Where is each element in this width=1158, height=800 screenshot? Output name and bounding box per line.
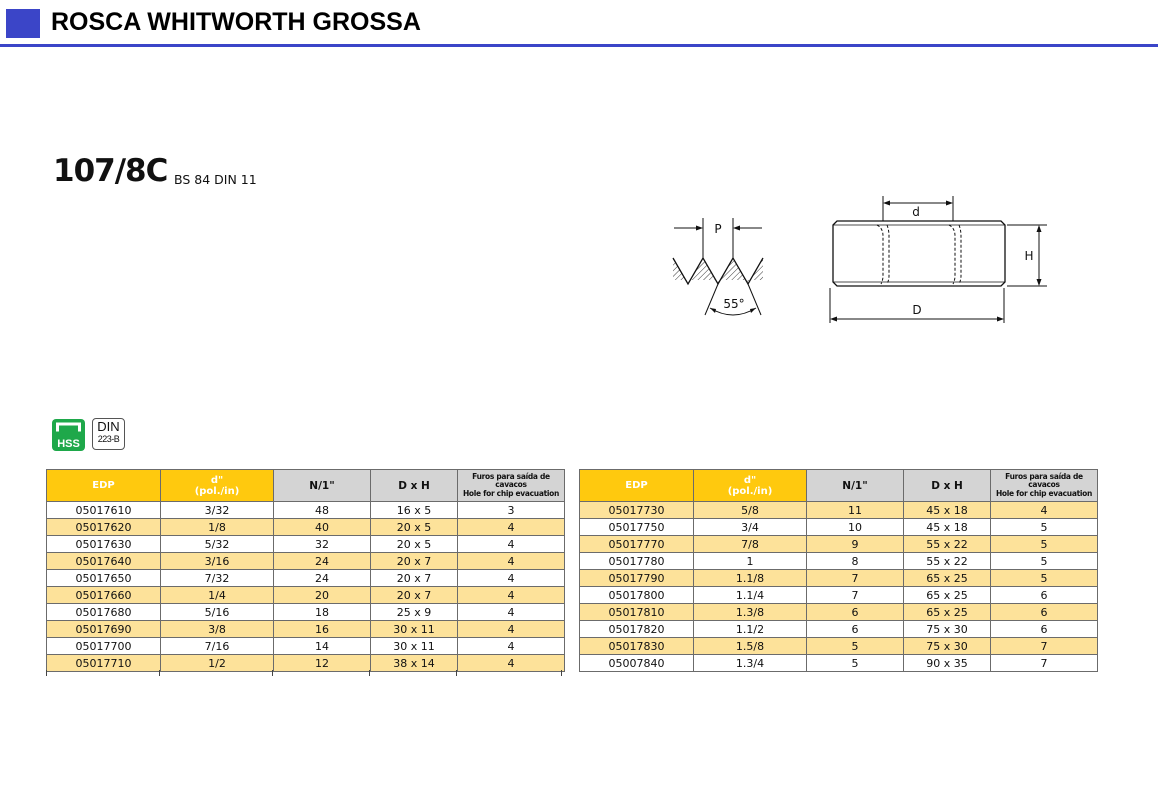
cell-d: 1/8 <box>161 519 274 536</box>
cell-holes: 4 <box>458 587 565 604</box>
cell-edp: 05017780 <box>580 553 694 570</box>
cell-holes: 6 <box>991 621 1098 638</box>
col-header-holes: Furos para saída de cavacos Hole for chip evacuation <box>991 470 1098 502</box>
cell-d: 1.5/8 <box>694 638 807 655</box>
table-row <box>47 553 565 570</box>
cell-holes: 6 <box>991 587 1098 604</box>
cell-edp: 05017630 <box>47 536 161 553</box>
cell-n: 32 <box>274 536 371 553</box>
cell-dxh: 75 x 30 <box>904 621 991 638</box>
table-row <box>580 536 1098 553</box>
table-row <box>47 604 565 621</box>
cell-n: 40 <box>274 519 371 536</box>
cell-edp: 05017820 <box>580 621 694 638</box>
cell-edp: 05017710 <box>47 655 161 672</box>
table-row <box>580 604 1098 621</box>
din-norm-badge <box>92 418 125 450</box>
cell-d: 3/8 <box>161 621 274 638</box>
cell-dxh: 75 x 30 <box>904 638 991 655</box>
cell-d: 3/16 <box>161 553 274 570</box>
cell-n: 6 <box>807 621 904 638</box>
cell-holes: 7 <box>991 655 1098 672</box>
col-header-edp: EDP <box>47 470 161 502</box>
cell-d: 3/4 <box>694 519 807 536</box>
cell-d: 3/32 <box>161 502 274 519</box>
cell-edp: 05007840 <box>580 655 694 672</box>
table-row <box>47 502 565 519</box>
cell-holes: 4 <box>458 519 565 536</box>
col-header-holes: Furos para saída de cavacos Hole for chip evacuation <box>458 470 565 502</box>
cell-n: 18 <box>274 604 371 621</box>
col-header-edp: EDP <box>580 470 694 502</box>
table-row <box>47 655 565 672</box>
hss-label: HSS <box>57 438 80 450</box>
cell-dxh: 20 x 5 <box>371 536 458 553</box>
cell-dxh: 65 x 25 <box>904 604 991 621</box>
cell-edp: 05017680 <box>47 604 161 621</box>
cell-edp: 05017770 <box>580 536 694 553</box>
cell-holes: 3 <box>458 502 565 519</box>
table-row <box>47 519 565 536</box>
col-header-dxh: D x H <box>904 470 991 502</box>
cell-d: 5/16 <box>161 604 274 621</box>
cell-holes: 5 <box>991 536 1098 553</box>
height-label: H <box>1024 249 1034 263</box>
table-row <box>580 621 1098 638</box>
cell-dxh: 45 x 18 <box>904 502 991 519</box>
col-header-n: N/1" <box>807 470 904 502</box>
table-row <box>580 570 1098 587</box>
cell-holes: 4 <box>458 621 565 638</box>
cell-d: 5/32 <box>161 536 274 553</box>
cell-edp: 05017790 <box>580 570 694 587</box>
col-header-d: d" (pol./in) <box>694 470 807 502</box>
cell-n: 12 <box>274 655 371 672</box>
din-label: DIN <box>97 419 120 434</box>
cell-edp: 05017700 <box>47 638 161 655</box>
cell-d: 5/8 <box>694 502 807 519</box>
cell-edp: 05017800 <box>580 587 694 604</box>
cell-dxh: 20 x 5 <box>371 519 458 536</box>
title-divider <box>0 44 1158 47</box>
cell-holes: 4 <box>458 604 565 621</box>
cell-n: 10 <box>807 519 904 536</box>
cell-edp: 05017730 <box>580 502 694 519</box>
cell-holes: 4 <box>991 502 1098 519</box>
cell-dxh: 55 x 22 <box>904 536 991 553</box>
table-row <box>47 570 565 587</box>
cell-edp: 05017610 <box>47 502 161 519</box>
cell-d: 1/4 <box>161 587 274 604</box>
page-header <box>0 0 1158 48</box>
table-row <box>580 502 1098 519</box>
cell-holes: 4 <box>458 655 565 672</box>
cell-edp: 05017690 <box>47 621 161 638</box>
cell-dxh: 90 x 35 <box>904 655 991 672</box>
cell-n: 24 <box>274 553 371 570</box>
cell-dxh: 65 x 25 <box>904 587 991 604</box>
cell-edp: 05017830 <box>580 638 694 655</box>
cell-d: 7/32 <box>161 570 274 587</box>
cell-n: 6 <box>807 604 904 621</box>
table-header-row <box>47 470 565 502</box>
table-row <box>580 553 1098 570</box>
cell-edp: 05017620 <box>47 519 161 536</box>
table-left-truncated-edge <box>46 670 562 676</box>
cell-n: 11 <box>807 502 904 519</box>
nut-dimension-diagram <box>825 192 1055 332</box>
cell-dxh: 20 x 7 <box>371 570 458 587</box>
cell-n: 5 <box>807 638 904 655</box>
cell-dxh: 65 x 25 <box>904 570 991 587</box>
cell-dxh: 38 x 14 <box>371 655 458 672</box>
outer-diameter-label: D <box>912 303 922 317</box>
thread-profile-diagram <box>660 210 780 330</box>
cell-d: 1.3/8 <box>694 604 807 621</box>
cell-n: 14 <box>274 638 371 655</box>
spec-table-right <box>579 469 1098 672</box>
col-header-dxh: D x H <box>371 470 458 502</box>
cell-holes: 7 <box>991 638 1098 655</box>
table-row <box>580 519 1098 536</box>
cell-edp: 05017660 <box>47 587 161 604</box>
cell-edp: 05017750 <box>580 519 694 536</box>
inner-diameter-label: d <box>912 205 920 219</box>
cell-d: 7/16 <box>161 638 274 655</box>
cell-holes: 5 <box>991 570 1098 587</box>
cell-edp: 05017810 <box>580 604 694 621</box>
cell-n: 5 <box>807 655 904 672</box>
cell-n: 7 <box>807 587 904 604</box>
cell-d: 1.3/4 <box>694 655 807 672</box>
cell-holes: 5 <box>991 553 1098 570</box>
cell-dxh: 55 x 22 <box>904 553 991 570</box>
cell-n: 7 <box>807 570 904 587</box>
cell-n: 16 <box>274 621 371 638</box>
col-header-d: d" (pol./in) <box>161 470 274 502</box>
product-code: 107/8C <box>53 153 168 189</box>
cell-dxh: 16 x 5 <box>371 502 458 519</box>
table-row <box>47 587 565 604</box>
cell-n: 9 <box>807 536 904 553</box>
pitch-label: P <box>714 222 722 236</box>
cell-edp: 05017640 <box>47 553 161 570</box>
din-number: 223-B <box>97 434 120 444</box>
cell-n: 48 <box>274 502 371 519</box>
cell-holes: 4 <box>458 553 565 570</box>
cell-d: 1.1/8 <box>694 570 807 587</box>
page-title: ROSCA WHITWORTH GROSSA <box>51 8 421 36</box>
cell-dxh: 30 x 11 <box>371 621 458 638</box>
hss-material-badge <box>52 419 85 451</box>
table-row <box>47 638 565 655</box>
cell-d: 1/2 <box>161 655 274 672</box>
table-row <box>580 655 1098 672</box>
product-standards: BS 84 DIN 11 <box>174 172 257 187</box>
cell-n: 20 <box>274 587 371 604</box>
cell-d: 1 <box>694 553 807 570</box>
cell-holes: 4 <box>458 536 565 553</box>
cell-holes: 5 <box>991 519 1098 536</box>
table-row <box>580 638 1098 655</box>
cell-edp: 05017650 <box>47 570 161 587</box>
cell-n: 24 <box>274 570 371 587</box>
cell-holes: 4 <box>458 638 565 655</box>
cell-d: 1.1/4 <box>694 587 807 604</box>
cell-dxh: 20 x 7 <box>371 553 458 570</box>
cell-holes: 6 <box>991 604 1098 621</box>
cell-d: 1.1/2 <box>694 621 807 638</box>
cell-dxh: 25 x 9 <box>371 604 458 621</box>
col-header-n: N/1" <box>274 470 371 502</box>
cell-dxh: 20 x 7 <box>371 587 458 604</box>
table-header-row <box>580 470 1098 502</box>
spec-table-left <box>46 469 565 672</box>
cell-dxh: 45 x 18 <box>904 519 991 536</box>
cell-dxh: 30 x 11 <box>371 638 458 655</box>
cell-d: 7/8 <box>694 536 807 553</box>
cell-holes: 4 <box>458 570 565 587</box>
table-row <box>47 536 565 553</box>
table-row <box>580 587 1098 604</box>
cell-n: 8 <box>807 553 904 570</box>
table-row <box>47 621 565 638</box>
angle-label: 55° <box>723 297 745 311</box>
title-marker-square <box>6 9 40 38</box>
